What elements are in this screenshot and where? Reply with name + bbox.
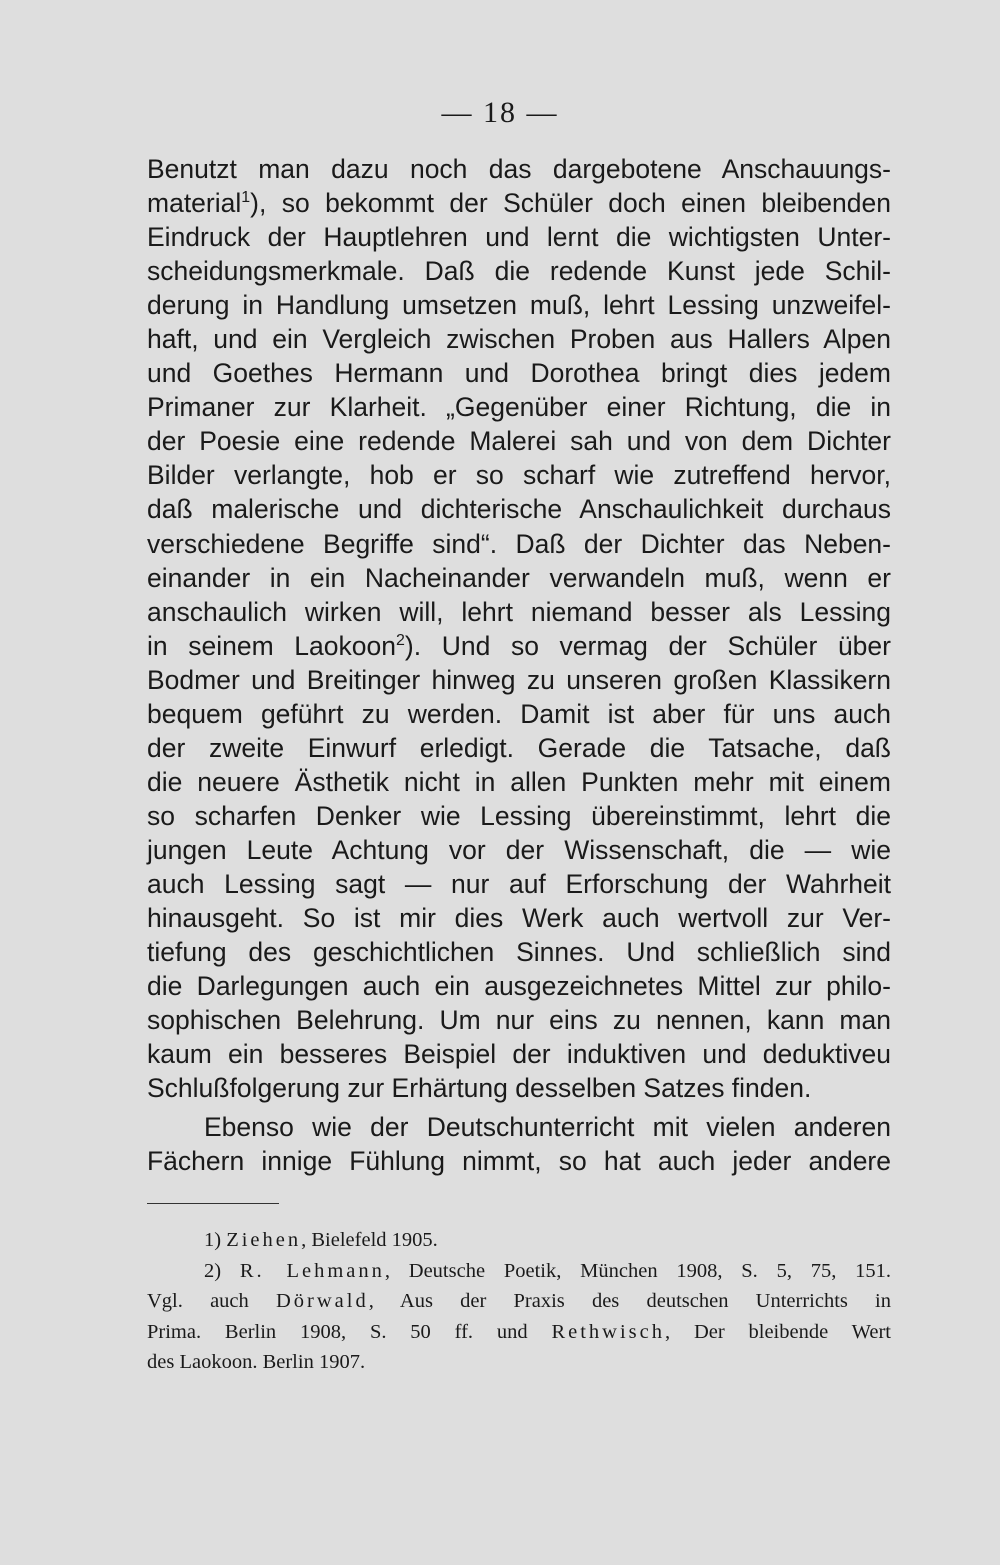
text-fragment: in seinem Laokoon xyxy=(147,630,396,661)
text-line: kaum ein besseres Beispiel der induktiven und deduktiveu xyxy=(147,1039,891,1070)
text-line: einander in ein Nacheinander verwandeln muß, wenn er xyxy=(147,562,891,593)
text-line: bequem geführt zu werden. Damit ist aber für uns auch xyxy=(147,698,891,729)
paragraph-1 xyxy=(147,152,891,1105)
text-line: Eindruck der Hauptlehren und lernt die wichtigsten Unter- xyxy=(147,222,891,253)
footnote-ref-1[interactable]: 1 xyxy=(241,189,251,207)
footnote-text: Prima. Berlin 1908, S. 50 ff. und xyxy=(147,1320,528,1343)
text-line xyxy=(147,186,891,220)
footnote-author: Ziehen xyxy=(226,1229,302,1251)
text-line: auch Lessing sagt — nur auf Erforschung der Wahrheit xyxy=(147,868,891,899)
text-line: die Darlegungen auch ein ausgezeichnetes Mittel zur philo- xyxy=(147,971,891,1002)
text-fragment: ). Und so vermag der Schüler über xyxy=(404,630,891,661)
footnote-2-line xyxy=(147,1317,891,1348)
text-line: jungen Leute Achtung vor der Wissenschaft, die — wie xyxy=(147,834,891,865)
text-line: tiefung des geschichtlichen Sinnes. Und schließlich sind xyxy=(147,937,891,968)
text-line: derung in Handlung umsetzen muß, lehrt Lessing unzweifel- xyxy=(147,290,891,321)
text-line: Schlußfolgerung zur Erhärtung desselben Satzes finden. xyxy=(147,1073,812,1104)
text-line: Fächern innige Fühlung nimmt, so hat auch jeder andere xyxy=(147,1146,891,1177)
text-line: scheidungsmerkmale. Daß die redende Kunst jede Schil- xyxy=(147,256,891,287)
footnote-2-line xyxy=(147,1256,891,1287)
text-line: die neuere Ästhetik nicht in allen Punkten mehr mit einem xyxy=(147,766,891,797)
footnote-divider xyxy=(147,1203,279,1204)
text-line: Benutzt man dazu noch das dargebotene Anschauungs- xyxy=(147,154,891,184)
footnote-author: Rethwisch xyxy=(551,1320,665,1343)
text-line: daß malerische und dichterische Anschaulichkeit durchaus xyxy=(147,494,891,525)
text-line: Bodmer und Breitinger hinweg zu unseren großen Klassikern xyxy=(147,664,891,695)
text-line: sophischen Belehrung. Um nur eins zu nennen, kann man xyxy=(147,1005,891,1036)
footnote-marker: 1) xyxy=(204,1229,222,1251)
text-fragment: ), so bekommt der Schüler doch einen bleibenden xyxy=(250,188,891,219)
footnote-author: R. Lehmann xyxy=(239,1259,385,1282)
footnote-text: , Der bleibende Wert xyxy=(665,1320,891,1343)
footnote-text: , Aus der Praxis des deutschen Unterrichts in xyxy=(368,1290,892,1312)
text-line: haft, und ein Vergleich zwischen Proben aus Hallers Alpen xyxy=(147,324,891,355)
footnote-2-line: des Laokoon. Berlin 1907. xyxy=(147,1351,366,1373)
paragraph-2 xyxy=(147,1110,891,1178)
footnote-text: Vgl. auch xyxy=(147,1290,249,1312)
text-line: und Goethes Hermann und Dorothea bringt dies jedem xyxy=(147,358,891,389)
text-line xyxy=(147,629,891,663)
footnotes xyxy=(147,1225,891,1378)
text-line: der Poesie eine redende Malerei sah und von dem Dichter xyxy=(147,426,891,457)
text-line: Bilder verlangte, hob er so scharf wie zutreffend hervor, xyxy=(147,460,891,491)
text-fragment: material xyxy=(147,188,242,219)
text-line: so scharfen Denker wie Lessing übereinstimmt, lehrt die xyxy=(147,800,891,831)
text-line: verschiedene Begriffe sind“. Daß der Dichter das Neben- xyxy=(147,528,891,559)
footnote-text: , Bielefeld 1905. xyxy=(301,1229,438,1251)
footnote-marker: 2) xyxy=(204,1259,222,1282)
footnote-ref-2[interactable]: 2 xyxy=(395,631,405,649)
footnote-text: , Deutsche Poetik, München 1908, S. 5, 75, 151. xyxy=(384,1259,892,1282)
footnote-1 xyxy=(147,1225,891,1256)
text-line: hinausgeht. So ist mir dies Werk auch wertvoll zur Ver- xyxy=(147,903,891,934)
text-line: Ebenso wie der Deutschunterricht mit vielen anderen xyxy=(204,1112,891,1142)
footnote-2-line xyxy=(147,1286,891,1317)
text-line: Primaner zur Klarheit. „Gegenüber einer Richtung, die in xyxy=(147,392,891,423)
text-line: anschaulich wirken will, lehrt niemand besser als Lessing xyxy=(147,596,891,627)
footnote-author: Dörwald xyxy=(275,1290,369,1312)
page-number: — 18 — xyxy=(441,96,559,129)
text-line: der zweite Einwurf erledigt. Gerade die Tatsache, daß xyxy=(147,732,891,763)
